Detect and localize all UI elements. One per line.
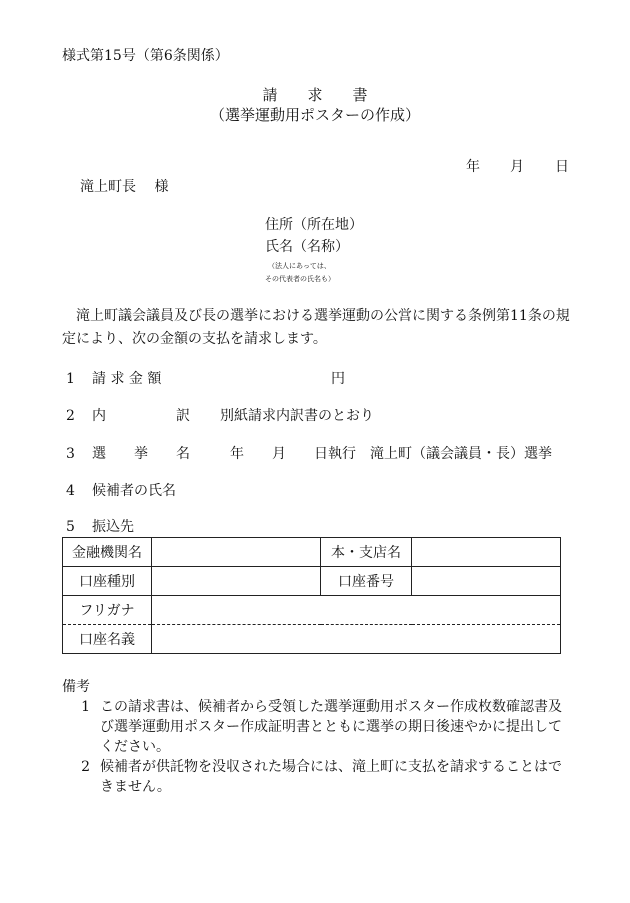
note-item — [62, 757, 570, 797]
account-type-field[interactable] — [152, 567, 321, 596]
item-1-value: 円 — [331, 371, 345, 387]
item-5-number: 5 — [66, 519, 75, 535]
branch-label: 本・支店名 — [321, 538, 412, 567]
account-number-label: 口座番号 — [321, 567, 412, 596]
corp-note-line2: その代表者の氏名も） — [265, 275, 335, 283]
item-4-number: 4 — [66, 483, 75, 499]
item-2-label: 内 訳 — [92, 408, 190, 424]
notes-list — [62, 697, 570, 797]
account-number-field[interactable] — [412, 567, 561, 596]
date-day-label: 日 — [555, 159, 569, 175]
institution-field[interactable] — [152, 538, 321, 567]
bank-account-table — [62, 537, 561, 654]
address-label: 住所（所在地） — [265, 217, 363, 233]
branch-field[interactable] — [412, 538, 561, 567]
date-month-label: 月 — [510, 159, 524, 175]
item-5-label: 振込先 — [92, 519, 134, 535]
name-label: 氏名（名称） — [265, 239, 349, 255]
document-title: 請 求 書 — [262, 86, 368, 104]
account-type-label: 口座種別 — [63, 567, 152, 596]
item-2-value: 別紙請求内訳書のとおり — [220, 408, 374, 424]
date-year-label: 年 — [466, 159, 480, 175]
note-item — [62, 697, 570, 757]
note-1-number: 1 — [81, 699, 90, 715]
item-3-label: 選 挙 名 — [92, 446, 190, 462]
item-2-number: 2 — [66, 408, 75, 424]
furigana-label: フリガナ — [63, 596, 152, 625]
account-name-field[interactable] — [152, 625, 561, 654]
note-2-number: 2 — [81, 759, 90, 775]
item-3-number: 3 — [66, 446, 75, 462]
institution-label: 金融機関名 — [63, 538, 152, 567]
notes-heading: 備考 — [62, 679, 90, 695]
item-3-value: 年 月 日執行 滝上町（議会議員・長）選挙 — [230, 446, 552, 462]
note-1-text: この請求書は、候補者から受領した選挙運動用ポスター作成枚数確認書及び選挙運動用ポスター作成証明書とともに選挙の期日後速やかに提出してください。 — [100, 699, 562, 755]
form-number: 様式第15号（第6条関係） — [62, 48, 229, 64]
account-name-label: 口座名義 — [63, 625, 152, 654]
corp-note-line1: （法人にあっては、 — [268, 262, 331, 270]
body-paragraph: 滝上町議会議員及び長の選挙における選挙運動の公営に関する条例第11条の規定により、次の金額の支払を請求します。 — [62, 308, 570, 347]
item-1-number: 1 — [66, 371, 75, 387]
document-subtitle: （選挙運動用ポスターの作成） — [209, 106, 420, 124]
furigana-field[interactable] — [152, 596, 561, 625]
addressee: 滝上町長 様 — [80, 179, 169, 195]
item-1-label: 請 求 金 額 — [92, 371, 162, 387]
item-4-label: 候補者の氏名 — [92, 483, 176, 499]
note-2-text: 候補者が供託物を没収された場合には、滝上町に支払を請求することはできません。 — [100, 759, 562, 795]
